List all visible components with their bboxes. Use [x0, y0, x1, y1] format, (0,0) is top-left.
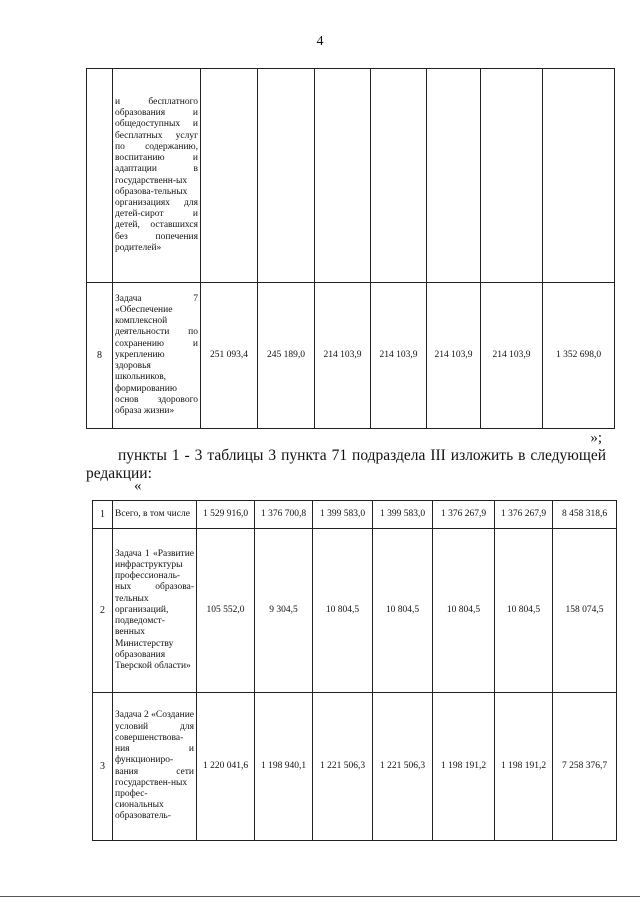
value-cell: 1 198 940,1	[255, 693, 313, 841]
page-bottom-edge	[0, 896, 640, 897]
opening-quote: «	[134, 478, 142, 494]
row-description: Задача 7 «Обеспечение комплексной деятельности по сохранению и укреплению здоровья школьников, формированию основ здорового образа жизни»	[113, 283, 201, 429]
value-cell: 1 220 041,6	[197, 693, 255, 841]
closing-quote: »;	[590, 430, 602, 446]
value-cell: 105 552,0	[197, 529, 255, 693]
value-cell: 1 399 583,0	[373, 501, 433, 529]
table-row	[93, 529, 617, 693]
value-cell: 10 804,5	[373, 529, 433, 693]
amendment-paragraph: пункты 1 - 3 таблицы 3 пункта 71 подраздела III изложить в следующей редакции:	[86, 447, 606, 482]
value-cell: 251 093,4	[201, 283, 258, 429]
value-cell: 7 258 376,7	[553, 693, 617, 841]
value-cell: 9 304,5	[255, 529, 313, 693]
value-cell: 1 399 583,0	[313, 501, 373, 529]
value-cell: 214 103,9	[481, 283, 543, 429]
value-cell: 1 198 191,2	[433, 693, 495, 841]
value-cell: 1 352 698,0	[543, 283, 615, 429]
value-cell	[481, 69, 543, 283]
value-cell	[315, 69, 371, 283]
table-row	[93, 501, 617, 529]
table-continuation	[86, 68, 615, 429]
value-cell: 1 376 267,9	[495, 501, 553, 529]
page-number: 4	[316, 34, 324, 49]
table-amended	[92, 500, 617, 841]
row-number: 1	[93, 501, 113, 529]
value-cell	[258, 69, 315, 283]
value-cell: 214 103,9	[315, 283, 371, 429]
value-cell: 10 804,5	[433, 529, 495, 693]
value-cell: 10 804,5	[495, 529, 553, 693]
row-description: Задача 2 «Создание условий для совершенствова-ния и функциониро-вания сети государствен-ных профес-сиональных образователь-	[113, 693, 197, 841]
value-cell: 214 103,9	[427, 283, 481, 429]
row-number: 2	[93, 529, 113, 693]
value-cell: 1 221 506,3	[373, 693, 433, 841]
value-cell: 214 103,9	[371, 283, 427, 429]
row-number: 8	[87, 283, 113, 429]
table-row	[87, 69, 615, 283]
value-cell	[427, 69, 481, 283]
row-description: и бесплатного образования и общедоступных и бесплатных услуг по содержанию, воспитанию и адаптации в государственн-ых образова-тельных организациях для детей-сирот и детей, оставшихся без попечения родителей»	[113, 69, 201, 283]
table-row	[93, 693, 617, 841]
row-description: Всего, в том числе	[113, 501, 197, 529]
row-description: Задача 1 «Развитие инфраструктуры профессиональ-ных образова-тельных организаций, подведомст-венных Министерству образования Тверской области»	[113, 529, 197, 693]
value-cell: 1 221 506,3	[313, 693, 373, 841]
value-cell: 8 458 318,6	[553, 501, 617, 529]
table-row	[87, 283, 615, 429]
value-cell	[543, 69, 615, 283]
value-cell: 1 376 267,9	[433, 501, 495, 529]
value-cell: 1 198 191,2	[495, 693, 553, 841]
value-cell	[371, 69, 427, 283]
row-number	[87, 69, 113, 283]
value-cell: 1 529 916,0	[197, 501, 255, 529]
value-cell: 245 189,0	[258, 283, 315, 429]
value-cell: 1 376 700,8	[255, 501, 313, 529]
value-cell: 10 804,5	[313, 529, 373, 693]
value-cell: 158 074,5	[553, 529, 617, 693]
value-cell	[201, 69, 258, 283]
row-number: 3	[93, 693, 113, 841]
